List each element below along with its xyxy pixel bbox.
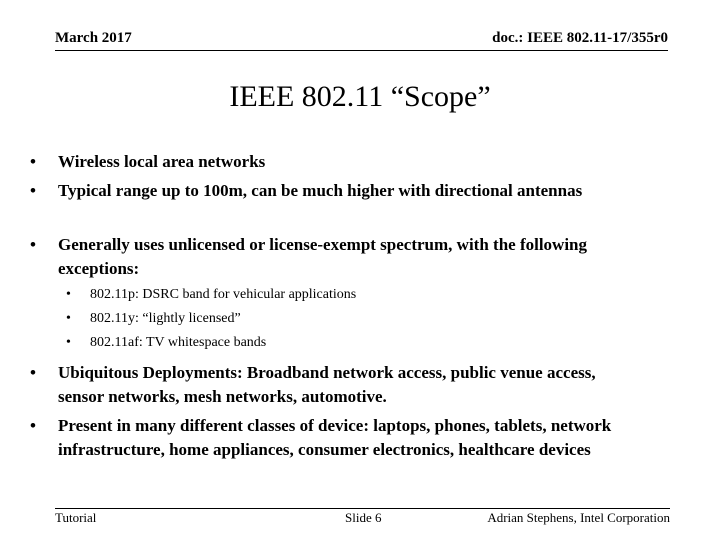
footer-divider (55, 508, 670, 509)
sub-bullet-marker: • (66, 311, 71, 326)
bullet-text: Typical range up to 100m, can be much higher with directional antennas (58, 181, 583, 200)
bullet-marker: • (30, 152, 36, 171)
bullet-marker: • (30, 363, 36, 382)
sub-bullet-text: 802.11af: TV whitespace bands (90, 335, 267, 350)
sub-bullet-text: 802.11y: “lightly licensed” (90, 311, 241, 326)
header-doc-id: doc.: IEEE 802.11-17/355r0 (492, 30, 668, 46)
bullet-marker: • (30, 181, 36, 200)
slide-title: IEEE 802.11 “Scope” (229, 80, 491, 113)
bullet-text: Wireless local area networks (58, 152, 266, 171)
sub-bullet-text: 802.11p: DSRC band for vehicular applications (90, 287, 357, 302)
bullet-text: Ubiquitous Deployments: Broadband network access, public venue access, sensor networks, mesh networks, automotive. (58, 363, 596, 406)
header-date: March 2017 (55, 30, 132, 46)
header-divider (55, 50, 668, 51)
sub-bullet-marker: • (66, 287, 71, 302)
footer-left: Tutorial (55, 510, 97, 525)
footer-author: Adrian Stephens, Intel Corporation (487, 510, 670, 525)
sub-bullet-marker: • (66, 335, 71, 350)
bullet-text: Generally uses unlicensed or license-exempt spectrum, with the following exceptions: (58, 235, 588, 278)
bullet-marker: • (30, 416, 36, 435)
bullet-marker: • (30, 235, 36, 254)
bullet-text: Present in many different classes of device: laptops, phones, tablets, network infrastructure, home appliances, consumer electronics, healthcare devices (58, 416, 612, 459)
slide-number: Slide 6 (345, 510, 382, 525)
